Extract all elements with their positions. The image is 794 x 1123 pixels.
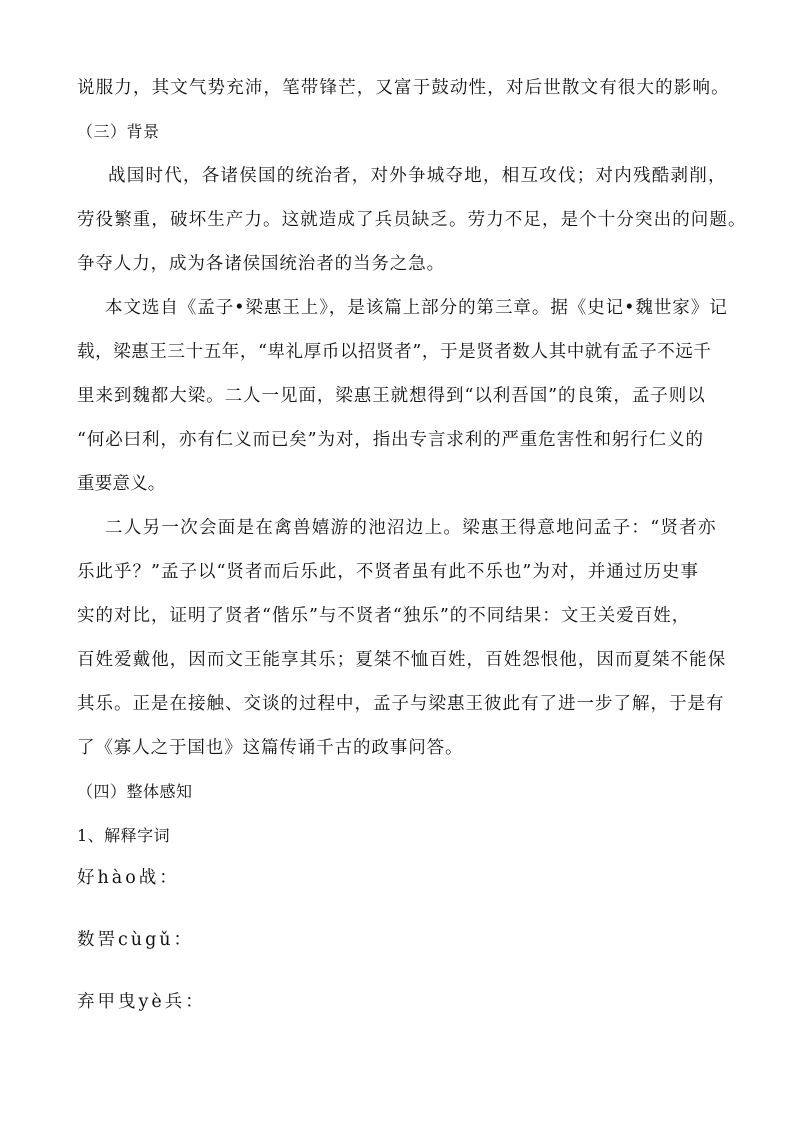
paragraph-line: “何必曰利，亦有仁义而已矣”为对，指出专言求利的严重危害性和躬行仁义的 [77, 430, 704, 450]
vocab-item: 好hào战： [77, 868, 180, 888]
paragraph-line: 争夺人力，成为各诸侯国统治者的当务之急。 [77, 254, 445, 274]
vocab-item: 弃甲曳yè兵： [77, 992, 206, 1012]
paragraph-line: 战国时代，各诸侯国的统治者，对外争城夺地，相互攻伐；对内残酷剥削， [108, 166, 727, 186]
paragraph-line: 实的对比，证明了贤者“偕乐”与不贤者“独乐”的不同结果：文王关爱百姓， [77, 606, 691, 626]
paragraph-line: 本文选自《孟子•梁惠王上》，是该篇上部分的第三章。据《史记•魏世家》记 [105, 298, 728, 318]
paragraph-line: 其乐。正是在接触、交谈的过程中，孟子与梁惠王彼此有了进一步了解，于是有 [77, 694, 725, 714]
section-heading-background: （三）背景 [77, 122, 160, 141]
vocab-item: 数罟cùgǔ： [77, 930, 195, 950]
paragraph-line: 里来到魏都大梁。二人一见面，梁惠王就想得到“以利吾国”的良策，孟子则以 [77, 386, 706, 406]
paragraph-line: 百姓爱戴他，因而文王能享其乐；夏桀不恤百姓，百姓怨恨他，因而夏桀不能保 [77, 650, 727, 670]
section-heading-overview: （四）整体感知 [77, 782, 193, 801]
paragraph-line: 了《寡人之于国也》这篇传诵千古的政事问答。 [77, 738, 464, 758]
paragraph-line: 劳役繁重，破坏生产力。这就造成了兵员缺乏。劳力不足，是个十分突出的问题。 [77, 210, 747, 230]
subheading-word-explanation: 1、解释字词 [77, 826, 171, 845]
paragraph-line: 说服力，其文气势充沛，笔带锋芒，又富于鼓动性，对后世散文有很大的影响。 [77, 78, 730, 98]
paragraph-line: 重要意义。 [77, 474, 166, 494]
paragraph-line: 载，梁惠王三十五年，“卑礼厚币以招贤者”，于是贤者数人其中就有孟子不远千 [77, 342, 712, 362]
paragraph-line: 乐此乎？”孟子以“贤者而后乐此，不贤者虽有此不乐也”为对，并通过历史事 [77, 562, 699, 582]
paragraph-line: 二人另一次会面是在禽兽嬉游的池沼边上。梁惠王得意地问孟子：“贤者亦 [105, 518, 717, 538]
